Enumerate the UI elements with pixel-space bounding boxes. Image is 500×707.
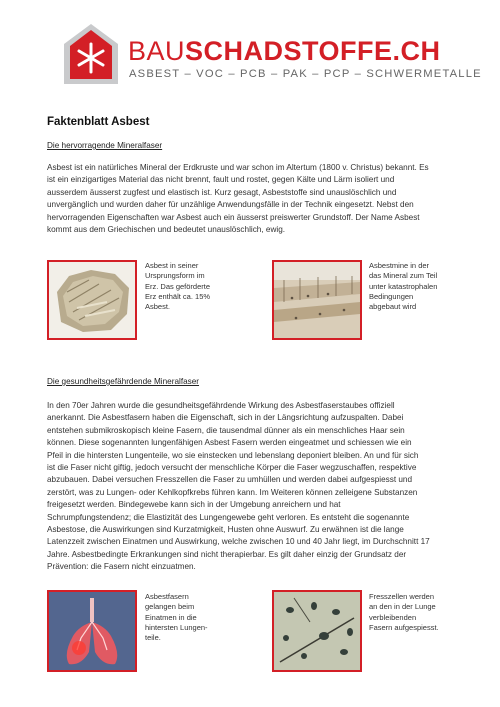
caption-line: Fresszellen werden <box>369 592 435 601</box>
caption-line: Bedingungen <box>369 291 414 301</box>
caption-line: teile. <box>145 633 161 643</box>
section-2-heading: Die gesundheitsgefährdende Mineralfaser <box>47 377 200 386</box>
paragraph-line: Pfeil in die hintersten Lungenteile, wo sie einstecken und lebenslang deponiert bleiben. An und für sich <box>47 450 419 460</box>
paragraph-line: ist die Faser nicht giftig, jedoch versucht der menschliche Körper die Faser wegzuschaffen, respektive <box>47 463 417 473</box>
lungs-image <box>47 590 137 672</box>
paragraph-line: Asbestose, die Auswirkungen sind Kurzatmigkeit, Husten ohne Auswurf. Zu erwähnen ist die lange <box>47 525 404 535</box>
brand-main: SCHADSTOFFE.CH <box>185 36 441 66</box>
paragraph-line: In den 70er Jahren wurde die gesundheitsgefährdende Wirkung des Asbestfaserstaubes offiziell <box>47 401 395 410</box>
brand-name <box>128 36 441 66</box>
section-1-heading: Die hervorragende Mineralfaser <box>47 141 163 150</box>
caption-line: Einatmen in die <box>145 612 197 622</box>
paragraph-line: entstehen submikroskopisch kleine Fasern, die tausendmal dünner als ein menschliches Haar sein <box>47 425 405 435</box>
caption-line: Asbest in seiner <box>145 261 199 270</box>
paragraph-line: abzubauen. Dabei versuchen Fresszellen die Faser zu umhüllen und werden dabei aufgespiesst und <box>47 475 413 485</box>
brand-tagline: ASBEST – VOC – PCB – PAK – PCP – SCHWERMETALLE <box>129 68 482 80</box>
paragraph-line: Latenzzeit zwischen Einatmen und Auswirkung, welche zwischen 10 und 40 Jahr liegt, im Durchschnitt 17 <box>47 537 430 547</box>
paragraph-line: Schrumpfungstendenz; die Elastizität des Lungengewebe geht verloren. Es entsteht die sogenannte <box>47 512 410 522</box>
asbestos-ore-image <box>47 260 137 340</box>
caption-line: Asbestfasern <box>145 592 189 601</box>
figure-2-caption <box>369 261 449 312</box>
caption-line: abgebaut wird <box>369 302 417 312</box>
page-title: Faktenblatt Asbest <box>47 116 150 128</box>
paragraph-line: Jahre. Asbestbedingte Erkrankungen sind nicht therapierbar. Es gilt daher einzig der Grundsatz der <box>47 549 407 559</box>
paragraph-line: ist ein einzigartiges Material das nicht brennt, fault und rostet, gegen Kälte und Lärm isoliert und <box>47 175 395 185</box>
caption-line: Erz enthält ca. 15% <box>145 291 211 301</box>
caption-line: Asbestmine in der <box>369 261 430 270</box>
asbestos-mine-image <box>272 260 362 340</box>
figure-4-caption <box>369 592 449 633</box>
section-1-paragraph <box>47 162 457 236</box>
caption-line: Fasern aufgespiesst. <box>369 622 439 632</box>
house-warning-icon <box>62 22 120 86</box>
section-2-paragraph <box>47 400 457 574</box>
paragraph-line: zerstört, was zu Lungen- oder Kehlkopfkrebs führen kann. Im Weiteren können zelleigene Substanzen <box>47 487 418 497</box>
caption-line: unter katastrophalen <box>369 281 438 291</box>
brand-header <box>62 22 482 86</box>
paragraph-line: Prävention: die Fasern nicht einzuatmen. <box>47 562 196 572</box>
caption-line: Erz. Das geförderte <box>145 281 211 291</box>
figure-1-caption <box>145 261 225 312</box>
paragraph-line: hervorragenden Eigenschaften war Asbest auch ein äusserst preiswerter Grundstoff. Der Name Asbest <box>47 212 420 222</box>
paragraph-line: Asbest ist ein natürliches Mineral der Erdkruste und war schon im Altertum (1800 v. Christus) bekannt. Es <box>47 163 429 172</box>
paragraph-line: freigesetzt werden. Bindegewebe kann sich in der Umgebung anreichern und hat <box>47 500 341 510</box>
macrophage-microscope-image <box>272 590 362 672</box>
caption-line: an den in der Lunge <box>369 602 436 612</box>
paragraph-line: kommt aus dem Griechischen und bedeutet unauslöschlich, ewig. <box>47 225 286 235</box>
caption-line: verbleibenden <box>369 612 417 622</box>
brand-prefix: BAU <box>128 36 186 66</box>
paragraph-line: ausserdem äusserst zugfest und elastisch ist. Kurz gesagt, Asbeststoffe sind unauslöschlich und <box>47 187 397 197</box>
paragraph-line: unvergänglich und wurden daher für unzählige Anwendungsfälle in der Technik eingesetzt. Nebst den <box>47 200 414 210</box>
paragraph-line: können. Diese sogenannten lungenfähigen Asbest Fasern werden eingeatmet und schiessen wie ein <box>47 438 412 448</box>
caption-line: Asbest. <box>145 302 171 312</box>
caption-line: gelangen beim <box>145 602 195 612</box>
caption-line: das Mineral zum Teil <box>369 271 438 281</box>
paragraph-line: anerkannt. Die Asbestfasern haben die Eigenschaft, sich in der Längsrichtung aufzuspalten. Dabei <box>47 413 404 423</box>
figure-3-caption <box>145 592 225 643</box>
caption-line: hintersten Lungen- <box>145 622 208 632</box>
caption-line: Ursprungsform im <box>145 271 205 281</box>
